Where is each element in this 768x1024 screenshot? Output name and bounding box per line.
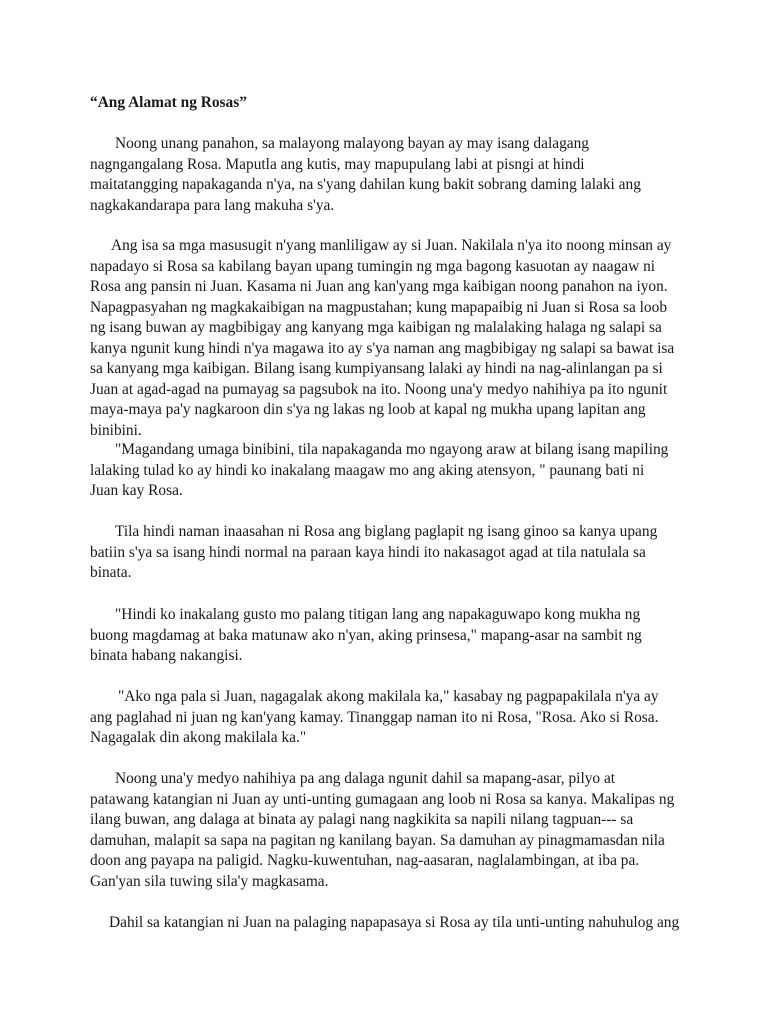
paragraph-1: Noong unang panahon, sa malayong malayong bayan ay may isang dalagang nagngangalang Rosa. Maputla ang kutis, may mapupulang labi at pisngi at hindi maitatangging napakaganda n'ya, na s'yang dahilan kung bakit sobrang daming lalaki ang nagkakandarapa para lang makuha s'ya.	[90, 135, 641, 214]
paragraph-2: Ang isa sa mga masusugit n'yang manliligaw ay si Juan. Nakilala n'ya ito noong minsan ay napadayo si Rosa sa kabilang bayan upang tumingin ng mga bagong kasuotan ay naagaw ni Rosa ang pansin ni Juan. Kasama ni Juan ang kan'yang mga kaibigan noong panahon na iyon. Napagpasyahan ng magkakaibigan na magpustahan; kung mapapaibig ni Juan si Rosa sa loob ng isang buwan ay magbibigay ang kanyang mga kaibigan ng malalaking halaga ng salapi sa kanya ngunit kung hindi n'ya magawa ito ay s'ya naman ang magbibigay ng salapi sa bawat isa sa kanyang mga kaibigan. Bilang isang kumpiyansang lalaki ay hindi na nag-alinlangan pa si Juan at agad-agad na pumayag sa pagsubok na ito. Noong una'y medyo nahihiya pa ito ngunit maya-maya pa'y nagkaroon din s'ya ng lakas ng loob at kapal ng mukha upang lapitan ang binibini.	[90, 237, 675, 439]
paragraph-6: "Ako nga pala si Juan, nagagalak akong makilala ka," kasabay ng pagpapakilala n'ya ay ang paglahad ni juan ng kan'yang kamay. Tinanggap naman ito ni Rosa, "Rosa. Ako si Rosa. Nagagalak din akong makilala ka."	[90, 688, 659, 746]
paragraph-5: "Hindi ko inakalang gusto mo palang titigan lang ang napakaguwapo kong mukha ng buong magdamag at baka matunaw ako n'yan, aking prinsesa," mapang-asar na sambit ng binata habang nakangisi.	[90, 606, 642, 664]
paragraph-7: Noong una'y medyo nahihiya pa ang dalaga ngunit dahil sa mapang-asar, pilyo at patawang katangian ni Juan ay unti-unting gumagaan ang loob ni Rosa sa kanya. Makalipas ng ilang buwan, ang dalaga at binata ay palagi nang nagkikita sa napili nilang tagpuan--- sa damuhan, malapit sa sapa na pagitan ng kanilang bayan. Sa damuhan ay pinagmamasdan nila doon ang payapa na paligid. Nagku-kuwentuhan, nag-aasaran, naglalambingan, at iba pa. Gan'yan sila tuwing sila'y magkasama.	[90, 770, 675, 890]
paragraph-3: "Magandang umaga binibini, tila napakaganda mo ngayong araw at bilang isang mapiling lalaking tulad ko ay hindi ko inakalang maagaw mo ang aking atensyon, " paunang bati ni Juan kay Rosa.	[90, 441, 669, 499]
paragraph-4: Tila hindi naman inaasahan ni Rosa ang biglang paglapit ng isang ginoo sa kanya upang batiin s'ya sa isang hindi normal na paraan kaya hindi ito nakasagot agad at tila natulala sa binata.	[90, 523, 658, 581]
document-title: “Ang Alamat ng Rosas”	[90, 94, 247, 111]
paragraph-8: Dahil sa katangian ni Juan na palaging napapasaya si Rosa ay tila unti-unting nahuhulog ang	[109, 914, 680, 931]
